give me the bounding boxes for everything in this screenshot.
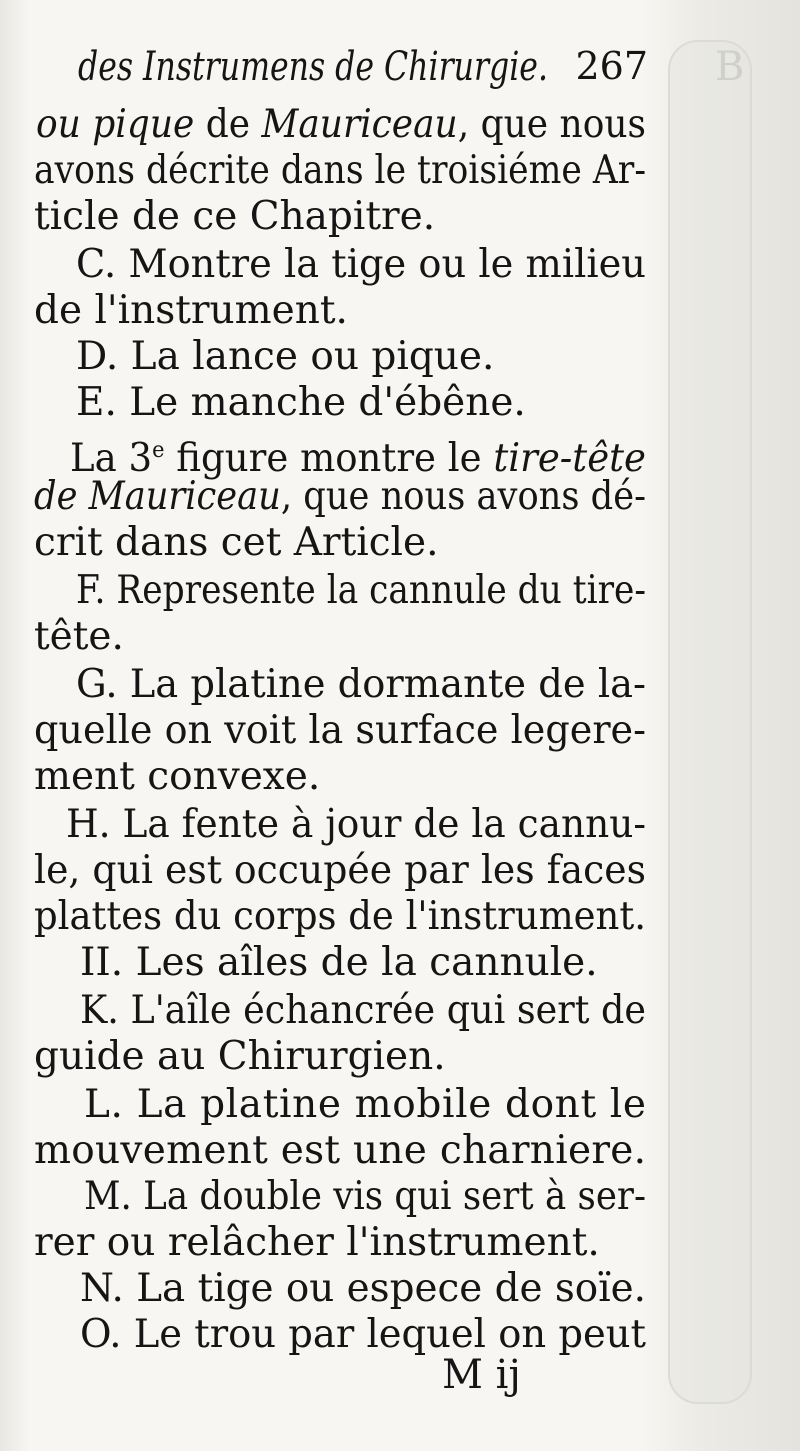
page-number: 267 [575,44,648,88]
text-segment: rer ou relâcher l'instrument. [34,1220,600,1265]
text-line [76,380,526,426]
text-line [34,474,646,520]
text-segment: tête. [34,614,124,659]
text-segment: e [152,438,165,463]
italic-text: de Mauriceau [34,474,281,519]
text-line [66,802,646,848]
text-segment: avons décrite dans le troisiéme Ar- [34,148,646,193]
italic-text: ou pique [36,102,195,147]
text-line [76,242,646,288]
running-head-title: des Instrumens de Chirurgie. [78,44,548,90]
text-segment: , que nous avons dé- [280,474,646,519]
text-line [84,1174,646,1220]
text-segment: le, qui est occupée par les faces [34,848,646,893]
text-line [80,940,598,986]
text-line [34,1128,646,1174]
text-line [84,1082,647,1128]
text-line [80,1266,646,1312]
text-line [34,1220,600,1266]
text-line [34,520,439,566]
text-segment: D. La lance ou pique. [76,334,495,379]
text-segment: F. Represente la cannule du tire- [76,568,646,613]
text-segment: K. L'aîle échancrée qui sert de [80,988,646,1033]
bleed-through-letter: B [715,44,745,90]
text-line [34,614,124,660]
text-segment: guide au Chirurgien. [34,1034,446,1079]
text-segment: , que nous [457,102,646,147]
text-segment: crit dans cet Article. [34,520,439,565]
text-line [76,662,646,708]
running-head [78,44,648,104]
text-segment: C. Montre la tige ou le milieu [76,242,646,287]
text-line [76,334,494,380]
text-segment: E. Le manche d'ébêne. [76,380,526,425]
text-line [34,754,320,800]
text-segment: mouvement est une charniere. [34,1128,647,1173]
signature-mark: M ij [442,1352,521,1398]
text-segment: G. La platine dormante de la- [76,662,646,707]
text-line [34,1034,446,1080]
text-segment: plattes du corps de l'instrument. [34,894,646,939]
text-segment: L. La platine mobile dont le [84,1082,647,1127]
text-segment: O. Le trou par lequel on peut [80,1312,646,1357]
text-line [36,102,646,148]
text-line [34,194,435,240]
text-segment: de [194,102,262,147]
text-line [34,848,646,894]
text-segment: ment convexe. [34,754,321,799]
text-segment: M. La double vis qui sert à ser- [84,1174,646,1219]
facing-page-shadow [668,40,752,1404]
text-segment: figure montre le [164,436,494,481]
text-line [34,894,646,940]
text-segment: N. La tige ou espece de soïe. [80,1266,646,1311]
text-line [34,288,348,334]
text-segment: ticle de ce Chapitre. [34,194,436,239]
text-line [80,1312,646,1358]
text-line [80,988,646,1034]
text-segment: H. La fente à jour de la cannu- [66,802,646,847]
text-segment: II. Les aîles de la cannule. [80,940,598,985]
text-segment: quelle on voit la surface legere- [34,708,646,753]
text-line [34,708,646,754]
text-line [76,568,646,614]
italic-text: tire-tête [493,436,646,481]
italic-text: Mauriceau [261,102,458,147]
text-segment: La 3 [70,436,153,481]
text-segment: de l'instrument. [34,288,348,333]
text-line [34,148,646,194]
